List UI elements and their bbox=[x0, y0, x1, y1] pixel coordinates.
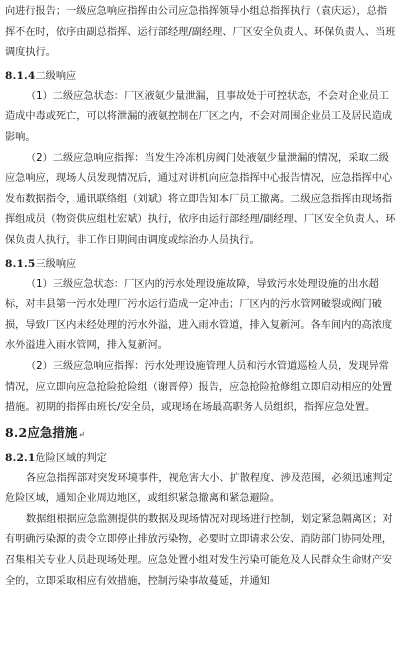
paragraph-level3-state: （1）三级应急状态：厂区内的污水处理设施故障，导致污水处理设施的出水超标，对丰县第一污水处理厂污水运行造成一定冲击；厂区内的污水管网破裂或阀门破损，导致厂区内未经处理的污水外溢，进入雨水管道，排入复新河。各车间内的高浓度水外溢进入雨水管网，排入复新河。 bbox=[5, 278, 393, 352]
section-title: 三级响应 bbox=[35, 258, 77, 270]
section-heading-8-1-5 bbox=[5, 254, 397, 275]
section-title: 危险区域的判定 bbox=[35, 452, 107, 464]
section-number: 8.2 bbox=[5, 424, 28, 440]
section-heading-8-2 bbox=[5, 421, 397, 446]
paragraph-mark-icon: ↵ bbox=[78, 428, 86, 439]
paragraph-level2-command: （2）二级应急响应指挥：当发生冷冻机房阀门处液氨少量泄漏的情况，采取二级应急响应，现场人员发现情况后，通过对讲机向应急指挥中心报告情况，应急指挥中心发布数据指令，通讯联络组（刘斌）将立即告知本厂员工撤离。二级应急指挥由现场指挥组成员（物资供应组杜宏斌）执行，依序由运行部经理/副经理、厂区安全负责人、环保负责人执行，非工作日期间由调度或综治办人员执行。 bbox=[5, 152, 396, 246]
section-number: 8.2.1 bbox=[5, 451, 36, 464]
section-title: 应急措施 bbox=[27, 424, 78, 440]
section-heading-8-2-1 bbox=[5, 448, 397, 469]
paragraph-level2-state: （1）二级应急状态：厂区液氨少量泄漏，且事故处于可控状态，不会对企业员工造成中毒或死亡，可以将泄漏的液氨控制在厂区之内，不会对周围企业员工及居民造成影响。 bbox=[5, 90, 393, 143]
paragraph-danger-zone-control: 数据组根据应急监测提供的数据及现场情况对现场进行控制，划定紧急隔离区；对有明确污染源的责令立即停止排放污染物，必要时立即请求公安、消防部门协同处理，召集相关专业人员赴现场处理。应急处置小组对发生污染可能危及人民群众生命财产安全的，立即采取相应有效措施，控制污染事故蔓延，并通知 bbox=[5, 513, 393, 587]
section-heading-8-1-4 bbox=[5, 66, 397, 87]
paragraph-level3-command: （2）三级应急响应指挥：污水处理设施管理人员和污水管道巡检人员，发现异常情况，应立即向应急抢险抢险组（谢晋停）报告，应急抢险抢修组立即启动相应的处置措施。初期的指挥由班长/安全员，或现场在场最高职务人员组织，指挥应急处置。 bbox=[5, 360, 393, 414]
paragraph-continuation: 向进行报告；一级应急响应指挥由公司应急指挥领导小组总指挥执行（袁庆运），总指挥不在时，依序由副总指挥、运行部经理/副经理、厂区安全负责人、环保负责人、当班调度执行。 bbox=[5, 6, 396, 59]
paragraph-danger-zone-judgement: 各应急指挥部对突发环境事件，视危害大小、扩散程度、涉及范围，必须迅速判定危险区域，通知企业周边地区，或组织紧急撤离和紧急避险。 bbox=[5, 472, 393, 505]
section-title: 二级响应 bbox=[35, 70, 77, 82]
section-number: 8.1.5 bbox=[5, 257, 36, 270]
section-number: 8.1.4 bbox=[5, 69, 36, 82]
